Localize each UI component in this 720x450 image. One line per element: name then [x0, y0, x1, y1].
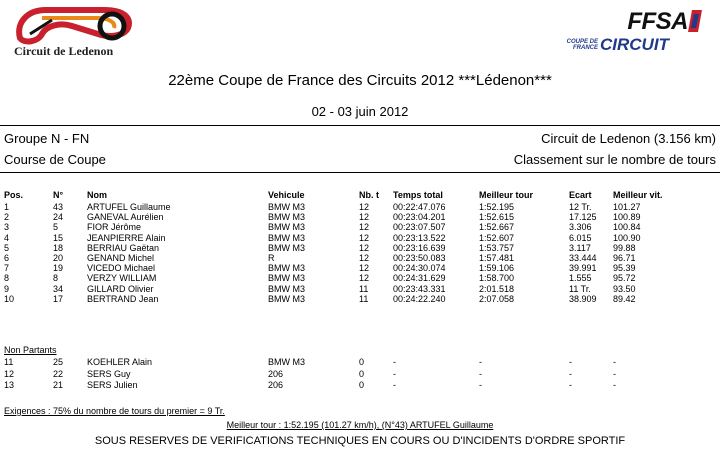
cell-best-lap: 1:59.106 [479, 263, 515, 274]
result-row [4, 273, 693, 283]
cell-name: BERTRAND Jean [87, 293, 159, 304]
race-label: Course de Coupe [4, 152, 106, 167]
cell-vehicle: BMW M3 [268, 232, 305, 243]
col-pos: Pos. [4, 190, 24, 200]
cell-total-time: 00:23:50.083 [393, 253, 446, 264]
result-row [4, 212, 693, 222]
cell-name: KOEHLER Alain [87, 357, 153, 367]
result-row [4, 243, 693, 253]
cell-name: GANEVAL Aurélien [87, 212, 164, 223]
col-vehicle: Vehicule [268, 190, 305, 200]
ffsa-brand: FFSA [627, 8, 688, 35]
cell-gap: 6.015 [569, 232, 592, 243]
cell-num: 18 [53, 242, 64, 253]
cell-gap: 12 Tr. [569, 202, 592, 212]
cell-best-lap: 1:52.195 [479, 202, 515, 212]
cell-num: 22 [53, 368, 64, 379]
cell-total-time: 00:22:47.076 [393, 202, 446, 212]
cell-gap: 39.991 [569, 263, 597, 274]
cell-num: 43 [53, 202, 64, 212]
cell-name: VICEDO Michael [87, 263, 156, 274]
cell-name: GILLARD Olivier [87, 283, 154, 294]
cell-num: 24 [53, 212, 64, 223]
cell-best-lap: 2:07.058 [479, 293, 515, 304]
col-best-speed: Meilleur vit. [613, 190, 663, 200]
cell-pos: 5 [4, 242, 10, 253]
result-row [4, 233, 693, 243]
cell-gap: 17.125 [569, 212, 597, 223]
cell-gap: 33.444 [569, 253, 597, 264]
cell-laps: 11 [359, 293, 369, 304]
result-row [4, 284, 693, 294]
cell-best-lap: 2:01.518 [479, 283, 515, 294]
cell-gap: 1.555 [569, 273, 592, 284]
result-row [4, 253, 693, 263]
cell-best-speed: 89.42 [613, 293, 636, 304]
session-header [0, 125, 720, 173]
ranking-label: Classement sur le nombre de tours [513, 152, 716, 167]
cell-total-time: 00:23:13.522 [393, 232, 446, 243]
circuit-text: CIRCUIT [600, 35, 669, 54]
cell-name: VERZY WILLIAM [87, 273, 157, 284]
results-table [4, 188, 693, 304]
cell-pos: 13 [4, 380, 15, 390]
cell-total-time: 00:23:43.331 [393, 283, 446, 294]
cell-vehicle: BMW M3 [268, 293, 305, 304]
cell-pos: 1 [4, 202, 10, 212]
cell-pos: 8 [4, 273, 10, 284]
col-laps: Nb. t [359, 190, 379, 200]
cell-gap: - [569, 357, 572, 367]
cell-pos: 10 [4, 293, 15, 304]
cell-gap: 11 Tr. [569, 283, 591, 294]
cell-num: 15 [53, 232, 64, 243]
cell-vehicle: BMW M3 [268, 283, 305, 294]
cell-laps: 0 [359, 380, 365, 390]
cell-vehicle: BMW M3 [268, 357, 305, 367]
non-partant-row [4, 380, 693, 392]
cell-pos: 11 [4, 357, 14, 367]
cell-gap: 38.909 [569, 293, 597, 304]
cell-best-lap: 1:57.481 [479, 253, 515, 264]
cell-best-speed: 95.72 [613, 273, 636, 284]
cell-best-speed: 100.90 [613, 232, 641, 243]
cell-laps: 12 [359, 273, 370, 284]
cell-laps: 11 [359, 283, 369, 294]
cell-best-lap: 1:52.667 [479, 222, 515, 233]
cell-laps: 0 [359, 368, 365, 379]
ffsa-flag-icon [688, 10, 702, 32]
cell-gap: - [569, 380, 572, 390]
cell-total-time: 00:23:07.507 [393, 222, 446, 233]
cell-gap: 3.117 [569, 242, 591, 253]
cell-vehicle: R [268, 253, 275, 264]
cell-total-time: - [393, 368, 396, 379]
cell-num: 19 [53, 263, 64, 274]
cell-best-lap: 1:58.700 [479, 273, 515, 284]
page-title: 22ème Coupe de France des Circuits 2012 ***Lédenon*** [168, 72, 552, 89]
cell-total-time: - [393, 380, 396, 390]
cell-laps: 12 [359, 202, 370, 212]
cell-num: 20 [53, 253, 64, 264]
cell-name: FIOR Jérôme [87, 222, 142, 233]
cell-total-time: 00:24:30.074 [393, 263, 446, 274]
non-partants-table [4, 357, 693, 392]
cell-laps: 12 [359, 253, 370, 264]
non-partants-label: Non Partants [4, 345, 57, 355]
cell-num: 34 [53, 283, 64, 294]
coupe-de-france-text: COUPE DE FRANCE [566, 39, 598, 51]
cell-best-speed: 95.39 [613, 263, 636, 274]
non-partant-row [4, 369, 693, 381]
ffsa-circuit-logo [556, 6, 702, 58]
group-label: Groupe N - FN [4, 131, 90, 146]
cell-best-speed: - [613, 380, 616, 390]
cell-name: SERS Guy [87, 368, 131, 379]
cell-pos: 3 [4, 222, 10, 233]
cell-best-lap: 1:53.757 [479, 242, 515, 253]
cell-laps: 12 [359, 222, 370, 233]
cell-vehicle: BMW M3 [268, 242, 305, 253]
cell-num: 17 [53, 293, 64, 304]
cell-best-speed: - [613, 357, 616, 367]
cell-num: 8 [53, 273, 59, 284]
non-partant-row [4, 357, 693, 369]
cell-name: JEANPIERRE Alain [87, 232, 166, 243]
result-row [4, 294, 693, 304]
cell-laps: 12 [359, 232, 370, 243]
cell-best-speed: 96.71 [613, 253, 636, 264]
cell-pos: 9 [4, 283, 10, 294]
cell-vehicle: BMW M3 [268, 222, 305, 233]
cell-num: 25 [53, 357, 64, 367]
cell-vehicle: BMW M3 [268, 212, 305, 223]
cell-vehicle: BMW M3 [268, 273, 305, 284]
circuit-ledenon-logo [12, 4, 142, 60]
result-row [4, 263, 693, 273]
cell-total-time: 00:24:31.629 [393, 273, 446, 284]
cell-pos: 4 [4, 232, 10, 243]
cell-best-lap: 1:52.615 [479, 212, 515, 223]
cell-pos: 12 [4, 368, 15, 379]
cell-total-time: 00:24:22.240 [393, 293, 446, 304]
cell-best-speed: 100.89 [613, 212, 641, 223]
cell-name: GENAND Michel [87, 253, 155, 264]
cell-gap: 3.306 [569, 222, 592, 233]
cell-best-speed: - [613, 368, 616, 379]
reserve-note: SOUS RESERVES DE VERIFICATIONS TECHNIQUES EN COURS OU D'INCIDENTS D'ORDRE SPORTIF [94, 435, 626, 447]
cell-best-speed: 93.50 [613, 283, 636, 294]
cell-best-speed: 99.88 [613, 242, 636, 253]
cell-gap: - [569, 368, 572, 379]
event-dates: 02 - 03 juin 2012 [311, 104, 409, 119]
race-track-icon [12, 4, 142, 46]
cell-best-speed: 100.84 [613, 222, 641, 233]
cell-name: SERS Julien [87, 380, 138, 390]
cell-vehicle: BMW M3 [268, 263, 305, 274]
results-header-row [4, 188, 693, 202]
col-best-lap: Meilleur tour [479, 190, 534, 200]
col-num: N° [53, 190, 64, 200]
result-row [4, 222, 693, 232]
cell-pos: 6 [4, 253, 10, 264]
cell-pos: 7 [4, 263, 10, 274]
result-row [4, 202, 693, 212]
logo-left-text: Circuit de Ledenon [14, 44, 114, 58]
cell-laps: 12 [359, 212, 370, 223]
best-lap-note: Meilleur tour : 1:52.195 (101.27 km/h), (N°43) ARTUFEL Guillaume [226, 420, 494, 430]
col-name: Nom [87, 190, 107, 200]
cell-total-time: - [393, 357, 396, 367]
cell-num: 5 [53, 222, 59, 233]
cell-laps: 12 [359, 242, 370, 253]
cell-laps: 0 [359, 357, 365, 367]
col-total-time: Temps total [393, 190, 443, 200]
cell-vehicle: 206 [268, 380, 284, 390]
cell-pos: 2 [4, 212, 10, 223]
cell-total-time: 00:23:04.201 [393, 212, 446, 223]
circuit-label: Circuit de Ledenon (3.156 km) [541, 131, 716, 146]
cell-name: BERRIAU Gaëtan [87, 242, 160, 253]
cell-vehicle: 206 [268, 368, 284, 379]
cell-best-lap: - [479, 357, 482, 367]
cell-best-lap: - [479, 368, 482, 379]
cell-best-lap: 1:52.607 [479, 232, 515, 243]
cell-best-lap: - [479, 380, 482, 390]
cell-laps: 12 [359, 263, 370, 274]
cell-num: 21 [53, 380, 64, 390]
cell-name: ARTUFEL Guillaume [87, 202, 171, 212]
cell-best-speed: 101.27 [613, 202, 641, 212]
exigences-note: Exigences : 75% du nombre de tours du premier = 9 Tr. [4, 406, 225, 416]
col-gap: Ecart [569, 190, 592, 200]
cell-total-time: 00:23:16.639 [393, 242, 446, 253]
cell-vehicle: BMW M3 [268, 202, 305, 212]
